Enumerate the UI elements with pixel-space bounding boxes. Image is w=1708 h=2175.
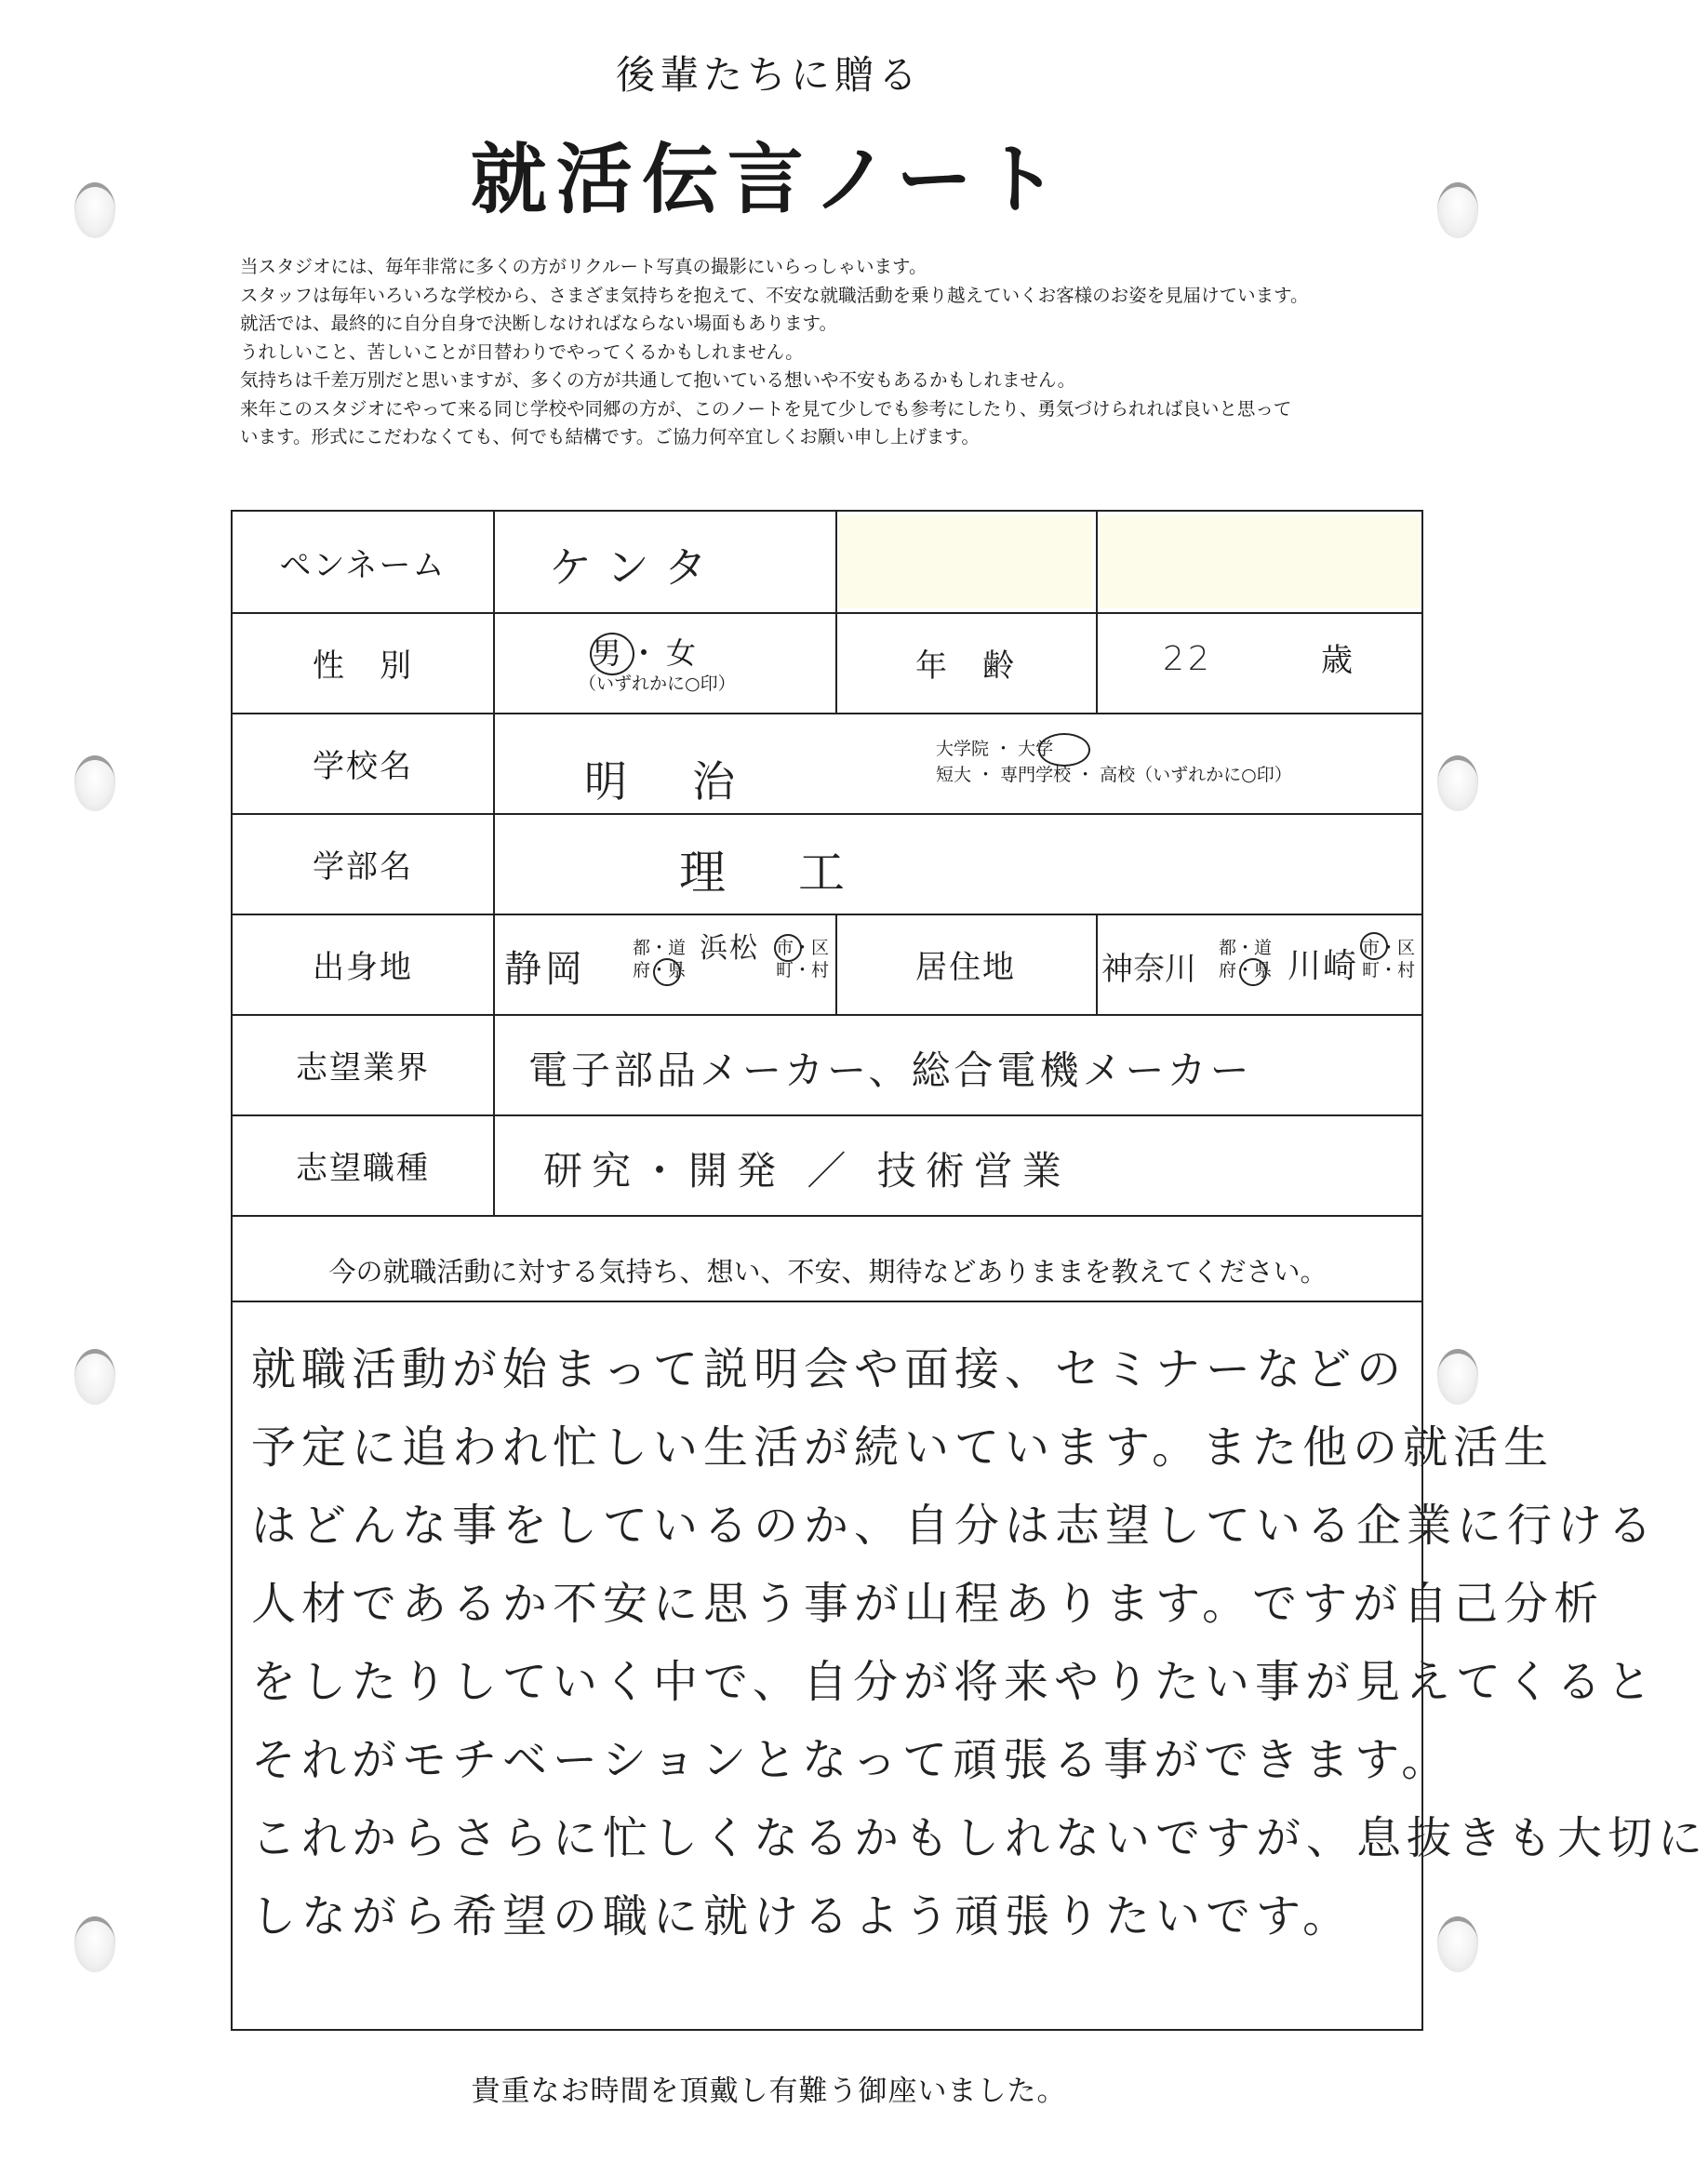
- school-value: 明 治: [584, 756, 746, 807]
- residence-prefecture: 神奈川: [1101, 951, 1196, 988]
- intro-text: [240, 253, 1515, 452]
- intro-line: 気持ちは千差万別だと思いますが、多くの方が共通して抱いている想いや不安もあるかもしれません。: [240, 369, 1076, 391]
- industry-label: 志望業界: [296, 1049, 430, 1087]
- essay-line: 就職活動が始まって説明会や面接、セミナーなどの: [251, 1343, 1408, 1395]
- residence-city-suffix: 市・区: [1362, 938, 1416, 958]
- hometown-label: 出身地: [313, 949, 413, 986]
- residence-pref-suffix: 都・道: [1219, 938, 1273, 958]
- school-types-line1: 大学院 ・ 大学: [936, 739, 1054, 759]
- age-value: 22: [1163, 640, 1213, 678]
- essay-line: 予定に追われ忙しい生活が続いています。また他の就活生: [251, 1421, 1555, 1474]
- essay-question: 今の就職活動に対する気持ち、想い、不安、期待などありままを教えてください。: [328, 1256, 1328, 1288]
- redacted-area: [839, 515, 1092, 608]
- pen-name-value: ケンタ: [549, 542, 724, 593]
- essay-answer: [251, 1330, 1708, 1955]
- residence-city: 川崎: [1288, 947, 1359, 985]
- faculty-label: 学部名: [313, 848, 413, 886]
- hometown-city-suffix: 市・区: [776, 938, 830, 958]
- intro-line: 就活では、最終的に自分自身で決断しなければならない場面もあります。: [240, 313, 837, 334]
- redacted-area: [1100, 515, 1420, 608]
- pen-name-label: ペンネーム: [279, 547, 447, 584]
- intro-line: います。形式にこだわなくても、何でも結構です。ご協力何卒宜しくお願い申し上げます。: [240, 426, 980, 447]
- age-label: 年 齢: [915, 647, 1016, 685]
- residence-pref-circle: [1239, 958, 1267, 986]
- hometown-pref-suffix: 府・県: [633, 960, 687, 981]
- faculty-value: 理 工: [679, 846, 858, 900]
- punch-hole-icon: [74, 1916, 115, 1972]
- job-type-label: 志望職種: [296, 1150, 430, 1187]
- page-subtitle: 後輩たちに贈る: [615, 52, 922, 98]
- gender-label: 性 別: [313, 647, 413, 685]
- intro-line: 当スタジオには、毎年非常に多くの方がリクルート写真の撮影にいらっしゃいます。: [240, 256, 927, 277]
- punch-hole-icon: [1437, 1916, 1478, 1972]
- essay-line: これからさらに忙しくなるかもしれないですが、息抜きも大切に: [251, 1812, 1708, 1864]
- school-label: 学校名: [313, 748, 413, 785]
- hometown-prefecture: 静岡: [504, 948, 586, 991]
- hometown-city-circle: [774, 934, 802, 962]
- residence-city-circle: [1360, 932, 1388, 960]
- age-unit: 歳: [1321, 642, 1353, 679]
- hometown-pref-suffix: 都・道: [633, 938, 687, 958]
- profile-form: [231, 510, 1708, 2031]
- essay-line: しながら希望の職に就けるよう頑張りたいです。: [251, 1890, 1354, 1942]
- hometown-city-suffix: 町・村: [776, 960, 830, 981]
- footer-thanks: 貴重なお時間を頂戴し有難う御座いました。: [471, 2075, 1067, 2108]
- hometown-pref-circle: [653, 958, 681, 986]
- intro-line: スタッフは毎年いろいろな学校から、さまざま気持ちを抱えて、不安な就職活動を乗り越えていくお客様のお姿を見届けています。: [240, 284, 1309, 306]
- punch-hole-icon: [1437, 1349, 1478, 1405]
- essay-line: はどんな事をしているのか、自分は志望している企業に行ける: [251, 1500, 1659, 1552]
- page-title: 就活伝言ノート: [470, 136, 1068, 224]
- residence-pref-suffix: 府・県: [1219, 960, 1273, 981]
- residence-city-suffix: 町・村: [1362, 960, 1416, 981]
- intro-line: 来年このスタジオにやって来る同じ学校や同郷の方が、このノートを見て少しでも参考にしたり、勇気づけられれば良いと思って: [240, 397, 1292, 420]
- industry-value: 電子部品メーカー、総合電機メーカー: [528, 1047, 1253, 1093]
- essay-line: それがモチベーションとなって頑張る事ができます。: [251, 1734, 1452, 1786]
- gender-options: 男・女: [592, 635, 704, 671]
- residence-label: 居住地: [915, 949, 1016, 986]
- punch-hole-icon: [1437, 755, 1478, 811]
- punch-hole-icon: [74, 755, 115, 811]
- intro-line: うれしいこと、苦しいことが日替わりでやってくるかもしれません。: [240, 340, 804, 363]
- punch-hole-icon: [74, 1349, 115, 1405]
- essay-line: をしたりしていく中で、自分が将来やりたい事が見えてくると: [251, 1656, 1658, 1708]
- job-type-value: 研究・開発 ／ 技術営業: [543, 1148, 1071, 1194]
- essay-line: 人材であるか不安に思う事が山程あります。ですが自己分析: [251, 1578, 1605, 1630]
- school-types-line2: 短大 ・ 専門学校 ・ 高校（いずれかに○印）: [936, 765, 1292, 785]
- gender-note: （いずれかに○印）: [579, 674, 736, 694]
- hometown-city: 浜松: [700, 932, 759, 965]
